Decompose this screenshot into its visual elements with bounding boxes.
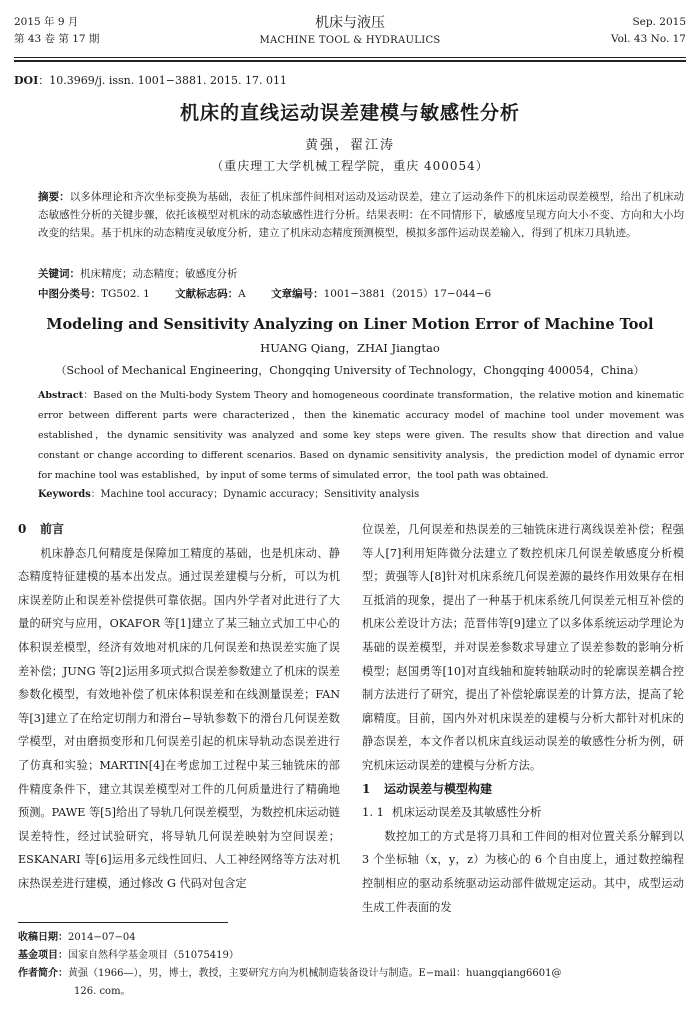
authors-cn: 黄强，翟江涛 [304,138,395,153]
header-right [611,14,686,48]
keywords-en [38,486,684,504]
classification-row [38,285,491,303]
received-label: 收稿日期： [18,932,68,943]
journal-header [14,14,686,58]
keywords-en-text: ：Machine tool accuracy；Dynamic accuracy；Sensitivity analysis [90,489,420,500]
header-rule-thick [14,60,686,62]
fund-value: 国家自然科学基金项目（51075419） [68,950,239,961]
doi-line [14,72,287,88]
journal-name-cn: 机床与液压 [315,15,385,31]
body-column-right [362,518,684,919]
header-center [14,14,686,49]
doi-label: DOI [14,74,39,87]
article-number-value: 1001−3881（2015）17−044−6 [323,288,492,300]
paper-title-en: Modeling and Sensitivity Analyzing on Liner Motion Error of Machine Tool [46,316,654,333]
section-0-heading [18,518,340,542]
journal-name-en: MACHINE TOOL & HYDRAULICS [259,35,441,46]
section-1-title: 运动误差与模型构建 [384,781,493,796]
keywords-en-label: Keywords [38,489,91,500]
abstract-cn-label: 摘要： [38,191,70,203]
clc-value: TG502. 1 [101,288,150,300]
abstract-cn-text: 以多体理论和齐次坐标变换为基础，表征了机床部件间相对运动及运动误差，建立了运动条件下的机床运动误差模型，给出了机床动态敏感性分析的关键步骤，依托该模型对机床的动态敏感性进行分析。结果表明：在不同情形下，敏感度呈现方向大小不变、方向和大小均改变的结果。基于机床的动态精度灵敏度分析，建立了机床动态精度预测模型，模拟多部件运动误差输入，得到了机床刀具轨迹。 [38,191,685,239]
issue-date-en: Sep. 2015 [632,16,686,28]
section-0-title: 前言 [40,522,65,536]
doi-value: ：10.3969/j. issn. 1001−3881. 2015. 17. 011 [38,74,287,87]
body-column-left [18,518,340,896]
intro-paragraph-continued: 位误差，几何误差和热误差的三轴铣床进行离线误差补偿；程强等人[7]利用矩阵微分法建立了数控机床几何误差敏感度分析模型；黄强等人[8]针对机床系统几何误差源的最终作用效果存在相互抵消的现象，提出了一种基于机床系统几何误差元相互补偿的机床公差设计方法；范晋伟等[9]建立了以多体系统运动学理论为基础的误差模型，并对误差参数求导建立了误差参数的影响分析模型；赵国勇等[10]对直线轴和旋转轴联动时的轮廓误差耦合控制方法进行了研究，提出了补偿轮廓误差的计算方法，提高了轮廓精度。目前，国内外对机床误差的建模与分析大都针对机床的静态误差，本文作者以机床直线运动误差的敏感性分析为例，研究机床运动误差的建模与分析方法。 [362,523,684,772]
header-rule-thin [14,57,686,58]
doc-code-label: 文献标志码： [175,288,239,300]
section-1-1-heading [362,801,684,825]
received-value: 2014−07−04 [68,932,136,943]
section-0-number: 0 [18,522,27,536]
keywords-cn-label: 关键词： [38,268,80,280]
authors-en: HUANG Qiang，ZHAI Jiangtao [260,341,440,355]
doc-code-value: A [238,288,246,300]
section-1-heading [362,778,684,802]
abstract-en [38,386,684,486]
section-1-1-paragraph: 数控加工的方式是将刀具和工件间的相对位置关系分解到以 3 个坐标轴（x，y，z）为核心的 6 个自由度上，通过数控编程控制相应的驱动系统驱动运动部件做规定运动。其中，成型运动生成工件表面的发 [362,829,684,914]
author-bio-value: 黄强（1966—），男，博士，教授，主要研究方向为机械制造装备设计与制造。E−mail：huangqiang6601@ [68,968,562,979]
keywords-cn-text: 机床精度；动态精度；敏感度分析 [80,268,238,280]
volume-issue-en: Vol. 43 No. 17 [610,33,686,45]
footnote-author-continued: 126. com。 [74,986,131,997]
footnote-rule [18,922,228,923]
section-1-1-number: 1. 1 [362,805,384,820]
clc-label: 中图分类号： [38,288,101,300]
volume-issue-cn: 第 43 卷 第 17 期 [14,33,100,45]
footnote-author [18,965,684,983]
footnote-fund [18,947,684,965]
intro-paragraph: 机床静态几何精度是保障加工精度的基础，也是机床动、静态精度特征建模的基本出发点。通过误差建模与分析，可以为机床误差防止和误差补偿提供可靠依据。国内外学者对此进行了大量的研究与应用，OKAFOR 等[1]建立了某三轴立式加工中心的体积误差模型，经济有效地对机床的几何误差和热误差实施了误差补偿；JUNG 等[2]运用多项式拟合误差参数建立了机床的误差参数化模型，有效地补偿了机床体积误差和在线测量误差；FAN 等[3]建立了在给定切削力和滑台−导轨参数下的滑台几何误差数学模型，对由磨损变形和几何误差引起的机床导轨动态误差进行了仿真和实验；MARTIN[4]在考虑加工过程中某三轴铣床的部件精度条件下，建立其误差模型对工件的几何质量进行了精确地预测。PAWE 等[5]给出了导轨几何误差模型，为数控机床运动链误差特性，经过试验研究，将导轨几何误差映射为空间误差；ESKANARI 等[6]运用多元线性回归、人工神经网络等方法对机床热误差进行建模，通过修改 G 代码对包含定 [18,546,340,890]
keywords-cn [38,265,684,283]
issue-date-cn: 2015 年 9 月 [14,16,79,28]
author-bio-label: 作者简介： [18,968,68,979]
fund-label: 基金项目： [18,950,68,961]
affiliation-en: （School of Mechanical Engineering，Chongqing University of Technology，Chongqing 400054，China） [55,364,645,377]
abstract-cn [38,188,684,242]
footnote-received [18,929,684,947]
section-1-1-title: 机床运动误差及其敏感性分析 [392,805,542,820]
affiliation-cn: （重庆理工大学机械工程学院，重庆 400054） [211,159,489,173]
abstract-en-label: Abstract [38,390,84,401]
abstract-en-text: ：Based on the Multi-body System Theory and homogeneous coordinate transformation，the relative motion and kinematic error between different parts were characterized，then the kinematic accuracy model of machine tool under movement was established，the dynamic sensitivity was analyzed and some key steps were given. The results show that direction and value constant or change according to different scenarios. Based on dynamic sensitivity analysis，the prediction model of dynamic error for machine tool was established，by input of some terms of simulated error，the tool path was obtained. [38,390,684,481]
article-number-label: 文章编号： [271,288,324,300]
paper-title-cn: 机床的直线运动误差建模与敏感性分析 [179,102,520,124]
section-1-number: 1 [362,781,371,796]
